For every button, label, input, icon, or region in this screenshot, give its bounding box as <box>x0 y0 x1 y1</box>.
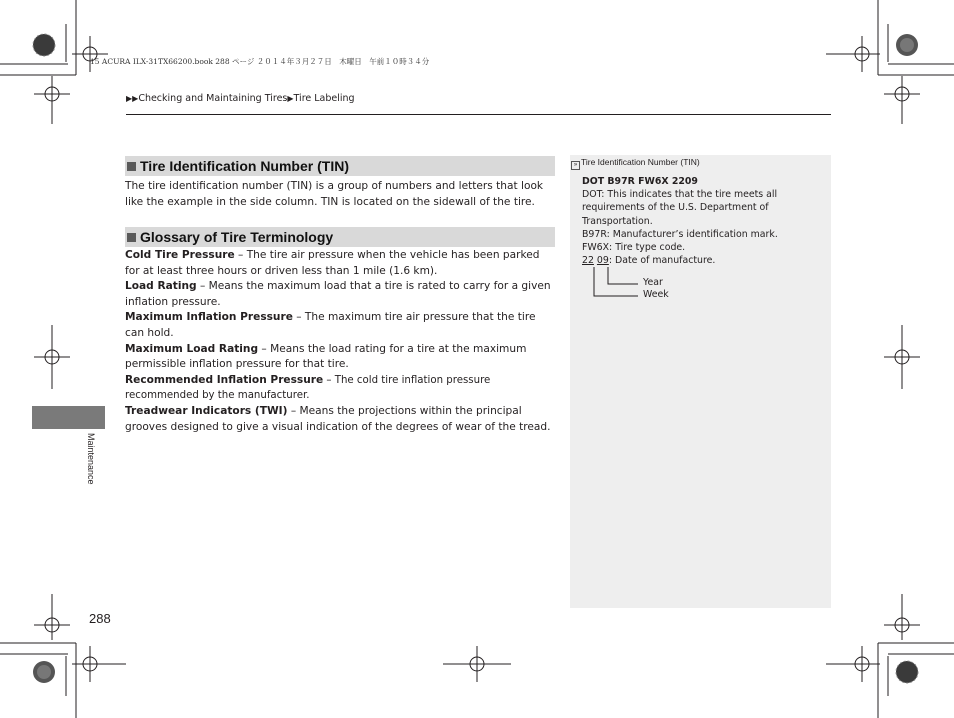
glossary-section-heading <box>125 227 555 247</box>
breadcrumb-section-link[interactable]: Checking and Maintaining Tires <box>138 93 288 104</box>
glossary-heading-text: Glossary of Tire Terminology <box>140 229 334 245</box>
note-marker-icon: » <box>571 161 580 170</box>
glossary-definition: – The tire air pressure when the vehicle has been parked for at least three hours or driven less than 1 mile (1.6 km). <box>125 249 540 277</box>
side-note-body <box>582 175 822 267</box>
side-note-line: DOT: This indicates that the tire meets all requirements of the U.S. Department of Transportation. <box>582 189 778 227</box>
heading-square-icon <box>127 233 136 242</box>
year-label: Year <box>643 277 663 288</box>
tin-heading-text: Tire Identification Number (TIN) <box>140 158 349 174</box>
breadcrumb-page: Tire Labeling <box>293 93 355 104</box>
tin-paragraph: The tire identification number (TIN) is a group of numbers and letters that look like the example in the side column. TIN is located on the sidewall of the tire. <box>125 180 544 208</box>
glossary-item <box>125 404 555 435</box>
glossary-item <box>125 310 555 341</box>
page-number: 288 <box>89 611 111 626</box>
chapter-label: Maintenance <box>86 433 96 485</box>
glossary-list <box>125 248 555 435</box>
tin-section-heading <box>125 156 555 176</box>
tin-description <box>125 179 555 210</box>
glossary-term: Treadwear Indicators (TWI) <box>125 404 288 417</box>
side-note-line: B97R: Manufacturer’s identification mark. <box>582 228 778 240</box>
side-note-title-text: Tire Identification Number (TIN) <box>581 157 700 167</box>
heading-square-icon <box>127 162 136 171</box>
header-divider <box>126 114 831 115</box>
glossary-term: Recommended Inflation Pressure <box>125 373 324 386</box>
date-week-digits: 22 <box>582 255 594 267</box>
glossary-definition: – The maximum tire air pressure that the tire can hold. <box>125 311 536 339</box>
glossary-definition: – Means the load rating for a tire at the maximum permissible inflation pressure for that tire. <box>125 342 527 371</box>
glossary-item <box>125 248 555 279</box>
glossary-term: Cold Tire Pressure <box>125 249 235 261</box>
glossary-term: Maximum Inflation Pressure <box>125 311 293 324</box>
date-of-manufacture-line <box>582 254 822 267</box>
glossary-definition: – Means the projections within the principal grooves designed to give a visual indication of the degrees of wear of the tread. <box>125 404 551 433</box>
side-note-title <box>571 157 700 170</box>
print-header: 15 ACURA ILX-31TX66200.book 288 ページ ２０１４年３月２７日 木曜日 午前１０時３４分 <box>90 57 430 66</box>
glossary-definition: – The cold tire inflation pressure recommended by the manufacturer. <box>125 374 491 402</box>
week-label: Week <box>643 289 669 300</box>
glossary-item <box>125 342 555 373</box>
breadcrumb-separator: ▶ <box>287 94 294 103</box>
date-suffix: : Date of manufacture. <box>608 255 716 267</box>
glossary-definition: – Means the maximum load that a tire is rated to carry for a given inflation pressure. <box>125 280 551 308</box>
glossary-item <box>125 279 555 310</box>
glossary-term: Maximum Load Rating <box>125 342 259 355</box>
side-note-line: FW6X: Tire type code. <box>582 242 686 254</box>
glossary-item <box>125 373 555 404</box>
glossary-term: Load Rating <box>125 280 197 293</box>
date-year-digits: 09 <box>596 255 609 267</box>
tin-example-code: DOT B97R FW6X 2209 <box>582 176 698 187</box>
chapter-tab[interactable] <box>32 406 105 429</box>
breadcrumb-arrows: ▶▶ <box>126 94 139 103</box>
breadcrumb <box>126 93 355 104</box>
